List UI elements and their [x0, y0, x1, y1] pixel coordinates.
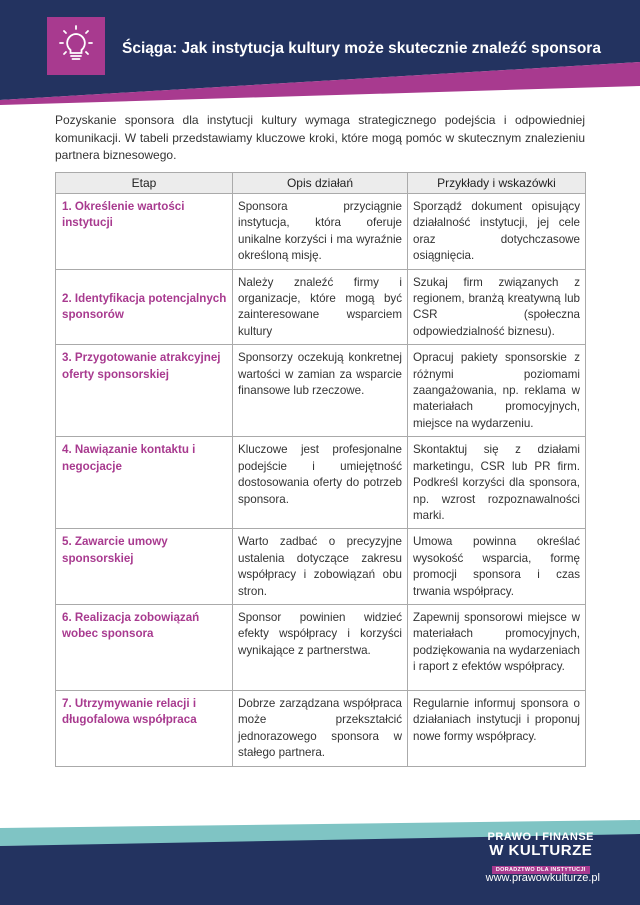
description-cell: Dobrze zarządzana współpraca może przekształcić jednorazowego sponsora w stałego partnera. [233, 690, 408, 766]
examples-cell: Regularnie informuj sponsora o działaniach instytucji i proponuj nowe formy współpracy. [408, 690, 586, 766]
column-header-stage: Etap [56, 173, 233, 194]
table-header-row [56, 173, 586, 194]
examples-cell: Sporządź dokument opisujący działalność instytucji, jej cele oraz dotychczasowe osiągnięcia. [408, 194, 586, 270]
table-row [56, 194, 586, 270]
website-link[interactable]: www.prawowkulturze.pl [485, 872, 600, 884]
brand-logo [487, 831, 594, 876]
table-row [56, 604, 586, 690]
brand-line-2: W KULTURZE [489, 842, 593, 859]
examples-cell: Umowa powinna określać wysokość wsparcia, formę promocji sponsora i czas trwania współpracy. [408, 529, 586, 605]
table-row [56, 690, 586, 766]
intro-paragraph: Pozyskanie sponsora dla instytucji kultury wymaga strategicznego podejścia i odpowiedniej komunikacji. W tabeli przedstawiamy kluczowe kroki, które mogą pomóc w skutecznym znalezieniu partnera biznesowego. [55, 113, 585, 162]
table-row [56, 269, 586, 345]
examples-cell: Zapewnij sponsorowi miejsce w materiałach promocyjnych, podziękowania na wydarzeniach i raport z efektów współpracy. [408, 604, 586, 690]
page-title: Ściąga: Jak instytucja kultury może skutecznie znaleźć sponsora [122, 40, 601, 57]
steps-table [55, 172, 586, 767]
brand-tagline: DORADZTWO DLA INSTYTUCJI [492, 866, 590, 874]
stage-cell: 1. Określenie wartości instytucji [56, 194, 233, 270]
description-cell: Kluczowe jest profesjonalne podejście i umiejętność dostosowania oferty do potrzeb sponsora. [233, 437, 408, 529]
stage-cell: 6. Realizacja zobowiązań wobec sponsora [56, 604, 233, 690]
examples-cell: Opracuj pakiety sponsorskie z różnymi poziomami zaangażowania, np. reklama w materiałach promocyjnych, miejsce na wydarzeniu. [408, 345, 586, 437]
examples-cell: Szukaj firm związanych z regionem, branżą kreatywną lub CSR (społeczna odpowiedzialność biznesu). [408, 269, 586, 345]
column-header-description: Opis działań [233, 173, 408, 194]
description-cell: Warto zadbać o precyzyjne ustalenia dotyczące zakresu współpracy i zobowiązań obu stron. [233, 529, 408, 605]
stage-cell: 4. Nawiązanie kontaktu i negocjacje [56, 437, 233, 529]
stage-cell: 3. Przygotowanie atrakcyjnej oferty sponsorskiej [56, 345, 233, 437]
description-cell: Należy znaleźć firmy i organizacje, które mogą być zainteresowane wsparciem kultury [233, 269, 408, 345]
description-cell: Sponsor powinien widzieć efekty współpracy i korzyści wynikające z partnerstwa. [233, 604, 408, 690]
stage-cell: 7. Utrzymywanie relacji i długofalowa współpraca [56, 690, 233, 766]
table-row [56, 345, 586, 437]
lightbulb-icon [47, 17, 105, 75]
stage-cell: 2. Identyfikacja potencjalnych sponsorów [56, 269, 233, 345]
description-cell: Sponsorzy oczekują konkretnej wartości w zamian za wsparcie finansowe lub rzeczowe. [233, 345, 408, 437]
description-cell: Sponsora przyciągnie instytucja, która oferuje unikalne korzyści i ma wyraźnie określoną misję. [233, 194, 408, 270]
brand-line-1: PRAWO I FINANSE [487, 831, 594, 843]
examples-cell: Skontaktuj się z działami marketingu, CSR lub PR firm. Podkreśl korzyści dla sponsora, np. wzrost rozpoznawalności marki. [408, 437, 586, 529]
column-header-examples: Przykłady i wskazówki [408, 173, 586, 194]
table-row [56, 529, 586, 605]
table-row [56, 437, 586, 529]
stage-cell: 5. Zawarcie umowy sponsorskiej [56, 529, 233, 605]
